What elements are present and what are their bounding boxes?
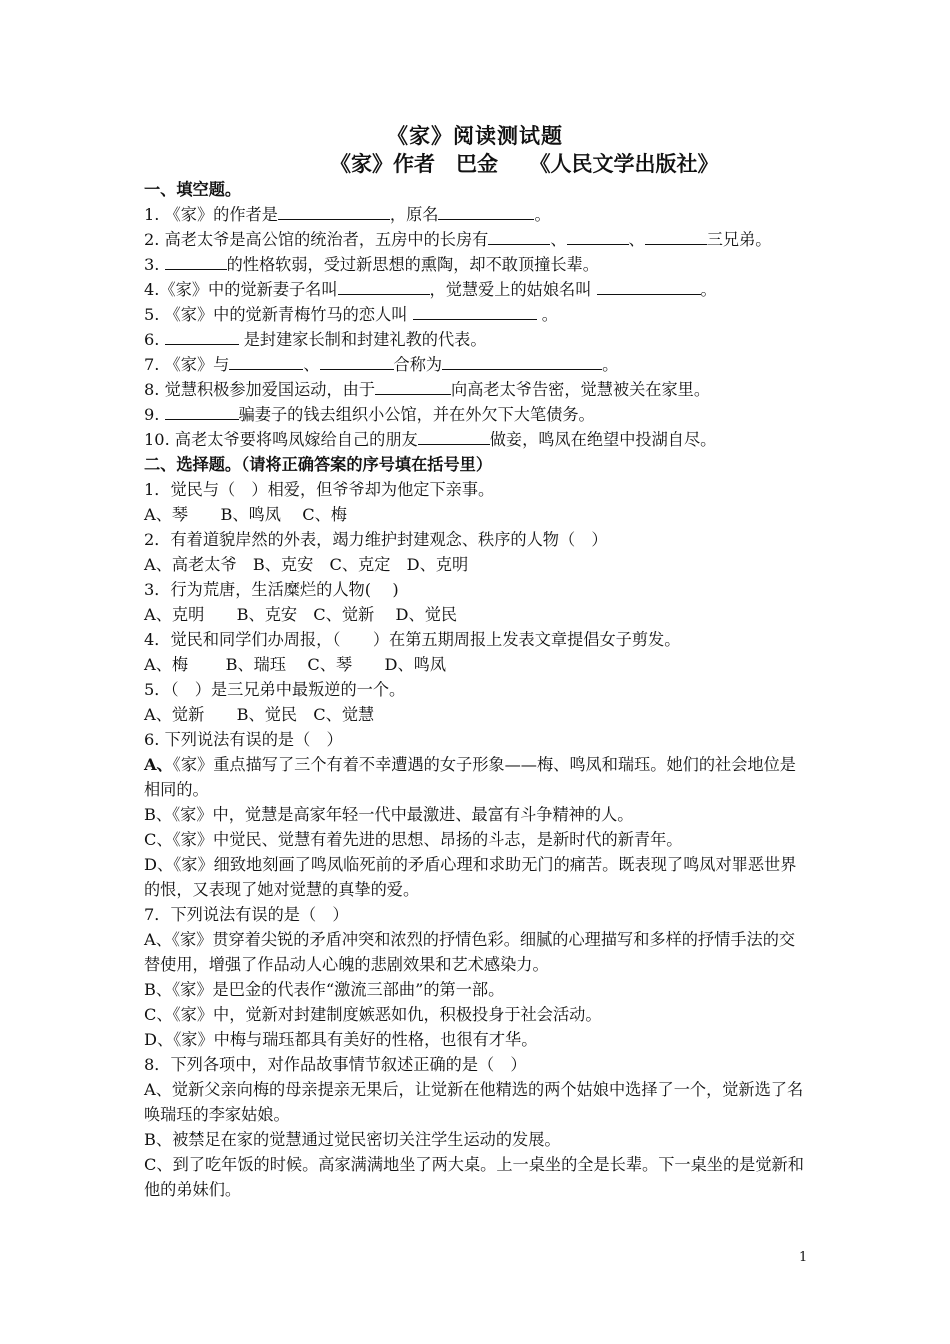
mc-line: C、《家》中，觉新对封建制度嫉恶如仇，积极投身于社会活动。: [144, 1005, 602, 1024]
answer-blank: [278, 202, 390, 220]
mc-line: D、《家》中梅与瑞珏都具有美好的性格，也很有才华。: [144, 1030, 538, 1049]
answer-blank: [165, 402, 239, 420]
question-3: 3. 的性格软弱，受过新思想的熏陶，却不敢顶撞长辈。: [144, 252, 808, 277]
mc-line: D、《家》细致地刻画了鸣凤临死前的矛盾心理和求助无门的痛苦。既表现了鸣凤对罪恶世界的恨，又表现了她对觉慧的真挚的爱。: [144, 855, 797, 899]
answer-blank: [338, 277, 430, 295]
answer-blank: [488, 227, 550, 245]
mc-line: B、《家》是巴金的代表作“激流三部曲”的第一部。: [144, 980, 505, 999]
answer-blank: [567, 227, 629, 245]
mc-line: 2．有着道貌岸然的外表，竭力维护封建观念、秩序的人物（ ）: [144, 530, 608, 549]
question-9: 9. 骗妻子的钱去组织小公馆，并在外欠下大笔债务。: [144, 402, 808, 427]
answer-blank: [597, 277, 701, 295]
answer-blank: [165, 327, 239, 345]
answer-blank: [645, 227, 707, 245]
question-2: 2. 高老太爷是高公馆的统治者，五房中的长房有 、 、 三兄弟。: [144, 227, 808, 252]
mc-line: A、《家》贯穿着尖锐的矛盾冲突和浓烈的抒情色彩。细腻的心理描写和多样的抒情手法的交替使用，增强了作品动人心魄的悲剧效果和艺术感染力。: [144, 930, 796, 974]
answer-blank: [413, 302, 537, 320]
answer-blank: [375, 377, 451, 395]
question-6: 6. 是封建家长制和封建礼教的代表。: [144, 327, 808, 352]
answer-blank: [320, 352, 394, 370]
answer-blank: [442, 352, 602, 370]
mc-line: 1．觉民与（ ）相爱，但爷爷却为他定下亲事。: [144, 480, 495, 499]
mc-options: A、梅 B、瑞珏 C、琴 D、鸣凤: [144, 655, 447, 674]
mc-line: 8．下列各项中，对作品故事情节叙述正确的是（ ）: [144, 1055, 527, 1074]
question-1: 1. 《家》的作者是 ，原名 。: [144, 202, 808, 227]
question-7: 7. 《家》与 、 合称为 。: [144, 352, 808, 377]
mc-options: A、克明 B、克安 C、觉新 D、觉民: [144, 605, 458, 624]
mc-options: A、觉新 B、觉民 C、觉慧: [144, 705, 375, 724]
mc-line: A、觉新父亲向梅的母亲提亲无果后，让觉新在他精选的两个姑娘中选择了一个，觉新选了名唤瑞珏的李家姑娘。: [144, 1080, 804, 1124]
answer-blank: [438, 202, 534, 220]
question-5: 5. 《家》中的觉新青梅竹马的恋人叫 。: [144, 302, 808, 327]
mc-line: C、《家》中觉民、觉慧有着先进的思想、昂扬的斗志，是新时代的新青年。: [144, 830, 683, 849]
page-number: 1: [799, 1250, 808, 1265]
question-10: 10. 高老太爷要将鸣凤嫁给自己的朋友 做妾，鸣凤在绝望中投湖自尽。: [144, 427, 808, 452]
question-8: 8. 觉慧积极参加爱国运动，由于 向高老太爷告密，觉慧被关在家里。: [144, 377, 808, 402]
page-title: 《家》阅读测试题: [387, 123, 563, 148]
answer-blank: [229, 352, 303, 370]
mc-line: C、到了吃年饭的时候。高家满满地坐了两大桌。上一桌坐的全是长辈。下一桌坐的是觉新和他的弟妹们。: [144, 1155, 804, 1199]
section-heading-fill-blank: 一、填空题。: [144, 180, 242, 199]
mc-line: 5．（ ）是三兄弟中最叛逆的一个。: [144, 680, 406, 699]
mc-line: 6. 下列说法有误的是（ ）: [144, 730, 343, 749]
answer-blank: [165, 252, 227, 270]
section-heading-multiple-choice: 二、选择题。（请将正确答案的序号填在括号里）: [144, 455, 493, 474]
mc-line: 4．觉民和同学们办周报，（ ）在第五期周报上发表文章提倡女子剪发。: [144, 630, 681, 649]
mc-line: 7．下列说法有误的是（ ）: [144, 905, 349, 924]
mc-options: A、琴 B、鸣凤 C、梅: [144, 505, 347, 524]
mc-line: 3．行为荒唐，生活糜烂的人物( ): [144, 580, 399, 599]
mc-options: A、高老太爷 B、克安 C、克定 D、克明: [144, 555, 469, 574]
document-body: [144, 177, 808, 1202]
mc-line: B、《家》中，觉慧是高家年轻一代中最激进、最富有斗争精神的人。: [144, 805, 634, 824]
mc-option-6a: A、《家》重点描写了三个有着不幸遭遇的女子形象——梅、鸣凤和瑞珏。她们的社会地位是相同的。: [144, 755, 796, 799]
question-4: 4.《家》中的觉新妻子名叫 ，觉慧爱上的姑娘名叫 。: [144, 277, 808, 302]
mc-line: B、被禁足在家的觉慧通过觉民密切关注学生运动的发展。: [144, 1130, 561, 1149]
page-subtitle: 《家》作者 巴金 《人民文学出版社》: [330, 151, 719, 176]
answer-blank: [418, 427, 490, 445]
